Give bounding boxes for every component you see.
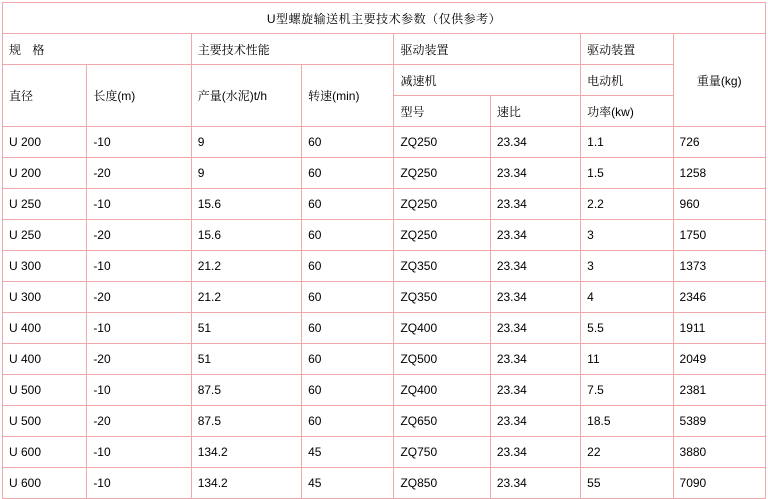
cell-power: 55	[581, 468, 673, 499]
cell-model: ZQ750	[394, 437, 490, 468]
cell-model: ZQ650	[394, 406, 490, 437]
cell-capacity: 134.2	[191, 468, 301, 499]
cell-length: -20	[87, 158, 191, 189]
page-title: U型螺旋输送机主要技术参数（仅供参考）	[3, 3, 766, 34]
cell-power: 22	[581, 437, 673, 468]
cell-capacity: 51	[191, 344, 301, 375]
cell-ratio: 23.34	[490, 437, 580, 468]
cell-length: -10	[87, 127, 191, 158]
cell-model: ZQ350	[394, 282, 490, 313]
cell-capacity: 87.5	[191, 375, 301, 406]
cell-speed: 45	[302, 437, 394, 468]
cell-power: 3	[581, 251, 673, 282]
table-row	[3, 313, 766, 344]
cell-length: -20	[87, 220, 191, 251]
table-row	[3, 406, 766, 437]
cell-length: -20	[87, 282, 191, 313]
cell-diameter: U 500	[3, 375, 87, 406]
cell-diameter: U 250	[3, 189, 87, 220]
header-drive-unit-1: 驱动装置	[394, 34, 581, 65]
cell-model: ZQ500	[394, 344, 490, 375]
table-row	[3, 158, 766, 189]
cell-ratio: 23.34	[490, 251, 580, 282]
cell-length: -20	[87, 344, 191, 375]
cell-capacity: 15.6	[191, 189, 301, 220]
table-row	[3, 127, 766, 158]
header-capacity: 产量(水泥)t/h	[191, 65, 301, 127]
cell-weight: 1373	[673, 251, 765, 282]
header-length: 长度(m)	[87, 65, 191, 127]
cell-capacity: 15.6	[191, 220, 301, 251]
cell-speed: 60	[302, 189, 394, 220]
cell-capacity: 21.2	[191, 251, 301, 282]
table-row	[3, 468, 766, 499]
cell-ratio: 23.34	[490, 282, 580, 313]
cell-ratio: 23.34	[490, 158, 580, 189]
table-row	[3, 220, 766, 251]
cell-ratio: 23.34	[490, 406, 580, 437]
cell-weight: 2381	[673, 375, 765, 406]
cell-speed: 60	[302, 127, 394, 158]
cell-ratio: 23.34	[490, 375, 580, 406]
cell-length: -10	[87, 468, 191, 499]
cell-model: ZQ250	[394, 158, 490, 189]
cell-model: ZQ250	[394, 127, 490, 158]
cell-model: ZQ350	[394, 251, 490, 282]
cell-weight: 1911	[673, 313, 765, 344]
header-power: 功率(kw)	[581, 96, 673, 127]
cell-ratio: 23.34	[490, 220, 580, 251]
cell-length: -20	[87, 406, 191, 437]
cell-diameter: U 400	[3, 344, 87, 375]
cell-model: ZQ400	[394, 375, 490, 406]
cell-weight: 3880	[673, 437, 765, 468]
header-diameter: 直径	[3, 65, 87, 127]
header-ratio: 速比	[490, 96, 580, 127]
header-drive-unit-2: 驱动装置	[581, 34, 673, 65]
cell-power: 7.5	[581, 375, 673, 406]
cell-diameter: U 600	[3, 468, 87, 499]
header-row-2	[3, 65, 766, 96]
cell-speed: 60	[302, 158, 394, 189]
header-reducer: 减速机	[394, 65, 581, 96]
cell-speed: 60	[302, 344, 394, 375]
header-main-performance: 主要技术性能	[191, 34, 394, 65]
header-motor: 电动机	[581, 65, 673, 96]
table-row	[3, 189, 766, 220]
cell-weight: 5389	[673, 406, 765, 437]
cell-speed: 60	[302, 313, 394, 344]
header-weight: 重量(kg)	[673, 34, 765, 127]
cell-capacity: 21.2	[191, 282, 301, 313]
cell-ratio: 23.34	[490, 189, 580, 220]
cell-speed: 60	[302, 282, 394, 313]
cell-diameter: U 500	[3, 406, 87, 437]
cell-ratio: 23.34	[490, 344, 580, 375]
cell-power: 3	[581, 220, 673, 251]
cell-power: 1.1	[581, 127, 673, 158]
table-row	[3, 344, 766, 375]
cell-length: -10	[87, 251, 191, 282]
cell-ratio: 23.34	[490, 127, 580, 158]
cell-power: 4	[581, 282, 673, 313]
cell-diameter: U 400	[3, 313, 87, 344]
table-row	[3, 375, 766, 406]
cell-power: 11	[581, 344, 673, 375]
header-spec: 规 格	[3, 34, 192, 65]
table-row	[3, 282, 766, 313]
cell-power: 18.5	[581, 406, 673, 437]
table-row	[3, 437, 766, 468]
cell-speed: 60	[302, 375, 394, 406]
cell-length: -10	[87, 437, 191, 468]
cell-weight: 960	[673, 189, 765, 220]
cell-speed: 60	[302, 220, 394, 251]
cell-capacity: 9	[191, 158, 301, 189]
cell-diameter: U 250	[3, 220, 87, 251]
cell-weight: 1750	[673, 220, 765, 251]
cell-weight: 2049	[673, 344, 765, 375]
cell-length: -10	[87, 313, 191, 344]
cell-length: -10	[87, 189, 191, 220]
cell-capacity: 51	[191, 313, 301, 344]
cell-diameter: U 200	[3, 127, 87, 158]
cell-diameter: U 300	[3, 251, 87, 282]
cell-diameter: U 200	[3, 158, 87, 189]
table-title-row	[3, 3, 766, 34]
cell-power: 1.5	[581, 158, 673, 189]
cell-speed: 60	[302, 406, 394, 437]
cell-diameter: U 300	[3, 282, 87, 313]
cell-ratio: 23.34	[490, 468, 580, 499]
cell-weight: 2346	[673, 282, 765, 313]
cell-length: -10	[87, 375, 191, 406]
cell-weight: 1258	[673, 158, 765, 189]
header-speed: 转速(min)	[302, 65, 394, 127]
spec-table	[2, 2, 766, 499]
cell-ratio: 23.34	[490, 313, 580, 344]
cell-model: ZQ400	[394, 313, 490, 344]
header-model: 型号	[394, 96, 490, 127]
cell-capacity: 9	[191, 127, 301, 158]
cell-model: ZQ250	[394, 189, 490, 220]
cell-model: ZQ850	[394, 468, 490, 499]
cell-weight: 7090	[673, 468, 765, 499]
cell-weight: 726	[673, 127, 765, 158]
header-row-1	[3, 34, 766, 65]
table-row	[3, 251, 766, 282]
cell-power: 5.5	[581, 313, 673, 344]
cell-power: 2.2	[581, 189, 673, 220]
cell-capacity: 134.2	[191, 437, 301, 468]
cell-capacity: 87.5	[191, 406, 301, 437]
cell-speed: 60	[302, 251, 394, 282]
cell-model: ZQ250	[394, 220, 490, 251]
cell-speed: 45	[302, 468, 394, 499]
cell-diameter: U 600	[3, 437, 87, 468]
